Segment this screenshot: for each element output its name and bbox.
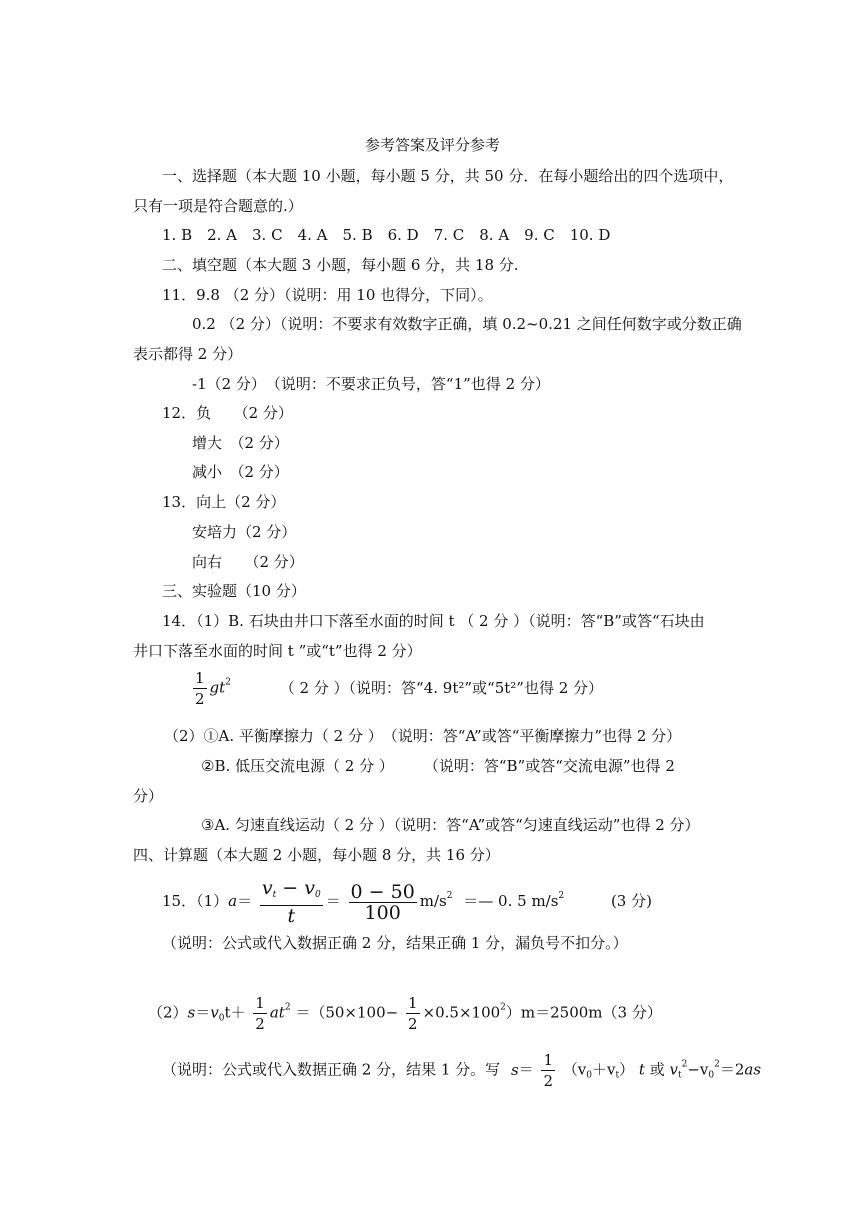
- q13-answer-c: 向右 （2 分）: [192, 553, 304, 571]
- half-fraction: $\frac{1}{2}$: [195, 669, 205, 708]
- section1-heading-line2: 只有一项是符合题意的.）: [133, 197, 303, 215]
- section2-heading: 二、填空题（本大题 3 小题，每小题 6 分，共 18 分.: [162, 256, 519, 274]
- q14-1-line2: 井口下落至水面的时间 t ”或“t”也得 2 分）: [133, 642, 422, 660]
- q14-2-b-line2: 分）: [133, 787, 164, 805]
- substitution-fraction: $\frac{0 - 50}{100}$: [350, 880, 415, 924]
- section1-answers: 1. B 2. A 3. C 4. A 5. B 6. D 7. C 8. A 9. C 10. D: [162, 226, 611, 244]
- page-title: 参考答案及评分参考: [364, 136, 500, 154]
- q13-answer-b: 安培力（2 分）: [192, 523, 297, 541]
- q15-2-note: （说明：公式或代入数据正确 2 分，结果 1 分。写 s＝ $\frac{1}{2}$ $(v_0+v_t)$ t 或 $v_t^2-v_0^2=2as$: [162, 1051, 762, 1090]
- q14-formula: $\frac{1}{2}$ $gt^2$ （ 2 分 ）（说明：答“4. 9t²”或“5t²”也得 2 分）: [195, 669, 604, 708]
- q11-answer-b-line2: 表示都得 2 分）: [133, 345, 243, 363]
- section3-heading: 三、实验题（10 分）: [162, 582, 306, 600]
- q15-2-formula: $(2)s=v_0t+$ $\frac{1}{2}$ $at^2 =(50\times 100-$ $\frac{1}{2}$ $\times 0.5\times 100^2)m=2500m(3$ 分）: [148, 994, 662, 1033]
- q12-answer-b: 增大 （2 分）: [192, 434, 289, 452]
- q14-1-line1: 14．（1）B. 石块由井口下落至水面的时间 t （ 2 分 ）（说明：答“B”或答“石块由: [162, 612, 705, 630]
- q14-2-c: ③A. 匀速直线运动（ 2 分 ）（说明：答“A”或答“匀速直线运动”也得 2 分）: [201, 816, 700, 834]
- half-fraction: $\frac{1}{2}$: [255, 994, 265, 1033]
- half-fraction: $\frac{1}{2}$: [543, 1051, 553, 1090]
- acceleration-fraction: $\frac{v_t - v_0}{t}$: [261, 877, 321, 927]
- q12-answer-c: 减小 （2 分）: [192, 463, 289, 481]
- q11-answer-a: 11．9.8 （2 分）（说明：用 10 也得分，下同）。: [162, 286, 493, 304]
- section1-heading-line1: 一、选择题（本大题 10 小题，每小题 5 分，共 50 分．在每小题给出的四个选项中，: [162, 167, 734, 185]
- q15-1-note: （说明：公式或代入数据正确 2 分，结果正确 1 分，漏负号不扣分。）: [162, 934, 628, 952]
- q11-answer-c: -1（2 分） （说明：不要求正负号，答“1”也得 2 分）: [192, 375, 550, 393]
- q14-2-a: （2）①A. 平衡摩擦力（ 2 分 ） （说明：答“A”或答“平衡摩擦力”也得 2 分）: [164, 727, 682, 745]
- q11-answer-b-line1: 0.2 （2 分）（说明：不要求有效数字正确，填 0.2~0.21 之间任何数字或分数正确: [192, 315, 742, 333]
- section4-heading: 四、计算题（本大题 2 小题，每小题 8 分，共 16 分）: [133, 846, 500, 864]
- q15-1-formula: 15．（1）a＝ $\frac{v_t - v_0}{t}$ ＝ $\frac{0 - 50}{100}$ $m/s^2$ ＝— 0. 5 $m/s^2$ (3 分): [162, 877, 652, 927]
- q14-2-b-line1: ②B. 低压交流电源（ 2 分 ） （说明：答“B”或答“交流电源”也得 2: [201, 757, 675, 775]
- half-fraction: $\frac{1}{2}$: [407, 994, 418, 1033]
- q13-answer-a: 13．向上（2 分）: [162, 493, 286, 511]
- q12-answer-a: 12．负 （2 分）: [162, 404, 293, 422]
